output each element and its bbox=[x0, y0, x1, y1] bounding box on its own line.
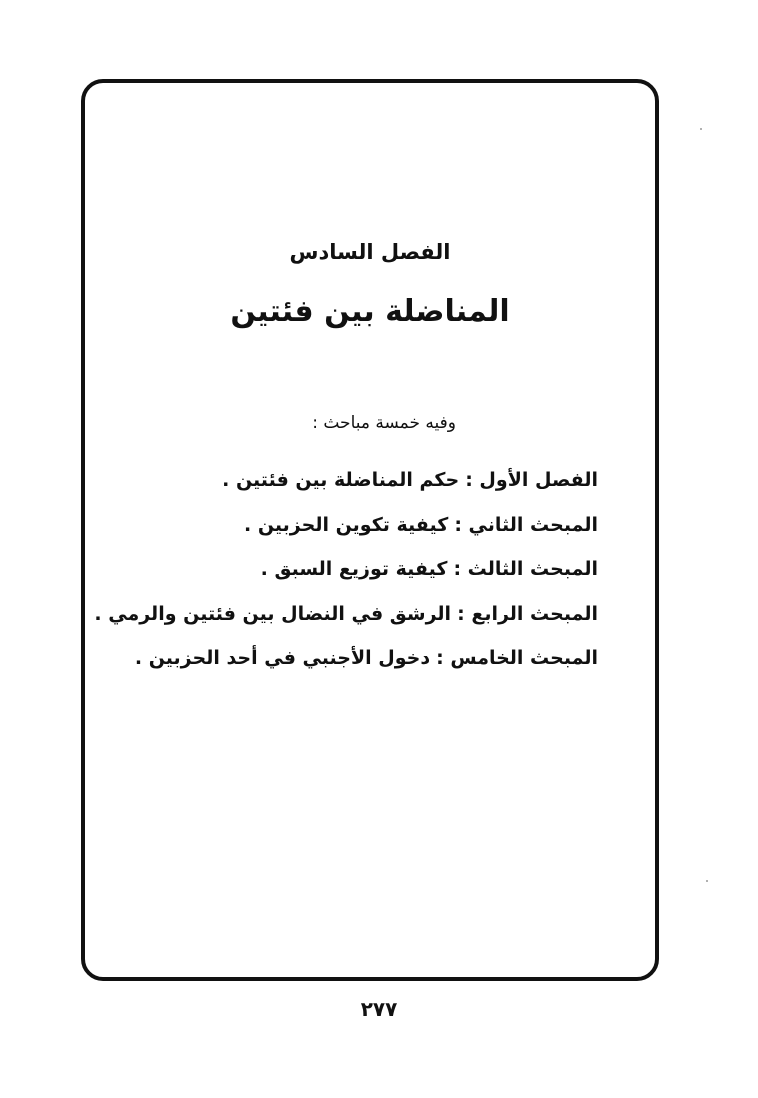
section-item bbox=[118, 458, 598, 503]
section-heading: المبحث الثاني : bbox=[454, 513, 598, 536]
section-item bbox=[118, 636, 598, 681]
section-heading: الفصل الأول : bbox=[465, 469, 598, 491]
chapter-label: الفصل السادس bbox=[289, 240, 451, 264]
chapter-title: المناضلة بين فئتين bbox=[230, 294, 510, 329]
section-item bbox=[94, 592, 598, 637]
scan-speck bbox=[706, 880, 708, 882]
section-text: كيفية توزيع السبق . bbox=[260, 558, 448, 580]
section-text: حكم المناضلة بين فئتين . bbox=[222, 469, 460, 491]
section-text: كيفية تكوين الحزبين . bbox=[243, 513, 449, 536]
page-number: ٢٧٧ bbox=[360, 997, 398, 1021]
section-heading: المبحث الثالث : bbox=[453, 558, 598, 580]
section-heading: المبحث الرابع : bbox=[457, 602, 598, 625]
section-heading: المبحث الخامس : bbox=[436, 647, 598, 669]
sections-intro: وفيه خمسة مباحث : bbox=[312, 413, 456, 433]
section-item bbox=[118, 547, 598, 592]
scan-speck bbox=[700, 128, 702, 130]
sections-list bbox=[94, 458, 598, 681]
section-text: الرشق في النضال بين فئتين والرمي . bbox=[94, 602, 452, 625]
section-text: دخول الأجنبي في أحد الحزبين . bbox=[134, 647, 431, 669]
section-item bbox=[118, 503, 598, 548]
